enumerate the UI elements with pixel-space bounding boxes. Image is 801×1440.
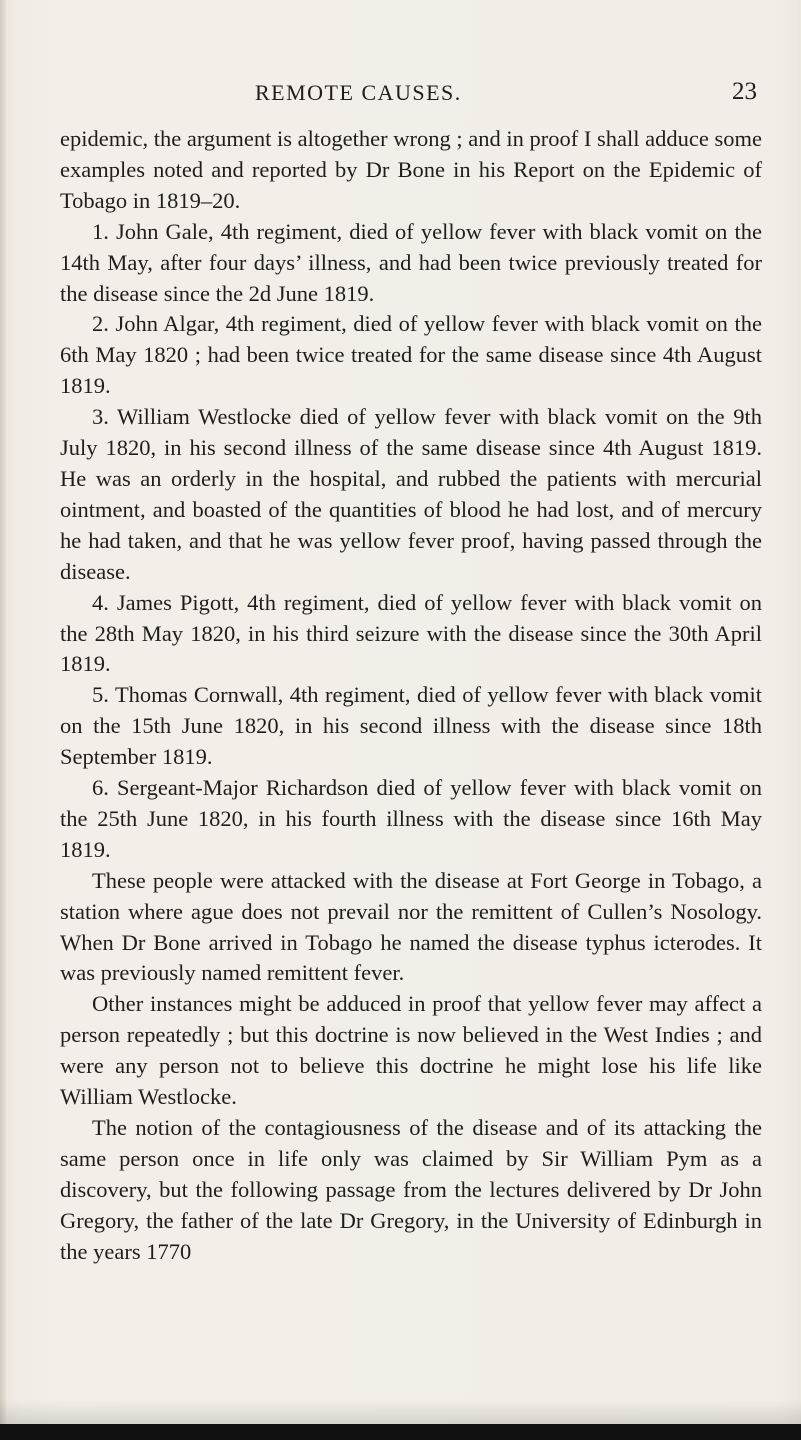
case-1-paragraph: 1. John Gale, 4th regiment, died of yellow fever with black vomit on the 14th May, after four days’ illness, and had been twice previously treated for the disease since the 2d June 1819. [60,218,762,306]
paragraph-continuation: epidemic, the argument is altogether wrong ; and in proof I shall adduce some examples noted and reported by Dr Bone in his Report on the Epidemic of Tobago in 1819–20. [60,126,762,213]
scan-edge [0,1424,801,1440]
case-5-paragraph: 5. Thomas Cornwall, 4th regiment, died of yellow fever with black vomit on the 15th June 1820, in his second illness with the disease since 18th September 1819. [60,682,762,770]
body-text [60,124,762,1268]
case-3-paragraph: 3. William Westlocke died of yellow fever with black vomit on the 9th July 1820, in his second illness of the same disease since 4th August 1819. He was an orderly in the hospital, and rubbed the patients with mercurial ointment, and boasted of the quantities of blood he had lost, and of mercury he had taken, and that he was yellow fever proof, having passed through the disease. [60,404,762,584]
running-title: REMOTE CAUSES. [255,80,462,105]
fort-george-paragraph: These people were attacked with the disease at Fort George in Tobago, a station where ague does not prevail nor the remittent of Cullen’s Nosology. When Dr Bone arrived in Tobago he named the disease typhus icterodes. It was previously named remittent fever. [60,867,762,986]
case-6-paragraph: 6. Sergeant-Major Richardson died of yellow fever with black vomit on the 25th June 1820, in his fourth illness with the disease since 16th May 1819. [60,775,762,862]
other-instances-paragraph: Other instances might be adduced in proof that yellow fever may affect a person repeatedly ; but this doctrine is now believed in the West Indies ; and were any person not to believe this doctrine he might lose his life like William Westlocke. [60,991,762,1110]
page-gutter [0,0,6,1440]
case-2-paragraph: 2. John Algar, 4th regiment, died of yellow fever with black vomit on the 6th May 1820 ; had been twice treated for the same disease since 4th August 1819. [60,311,762,399]
page-header [0,80,801,110]
page-number: 23 [732,78,757,105]
case-4-paragraph: 4. James Pigott, 4th regiment, died of yellow fever with black vomit on the 28th May 1820, in his third seizure with the disease since the 30th April 1819. [60,589,762,677]
contagiousness-paragraph: The notion of the contagiousness of the disease and of its attacking the same person once in life only was claimed by Sir William Pym as a discovery, but the following passage from the lectures delivered by Dr John Gregory, the father of the late Dr Gregory, in the University of Edinburgh in the years 1770 [60,1115,762,1264]
scan-shadow [0,1400,801,1424]
